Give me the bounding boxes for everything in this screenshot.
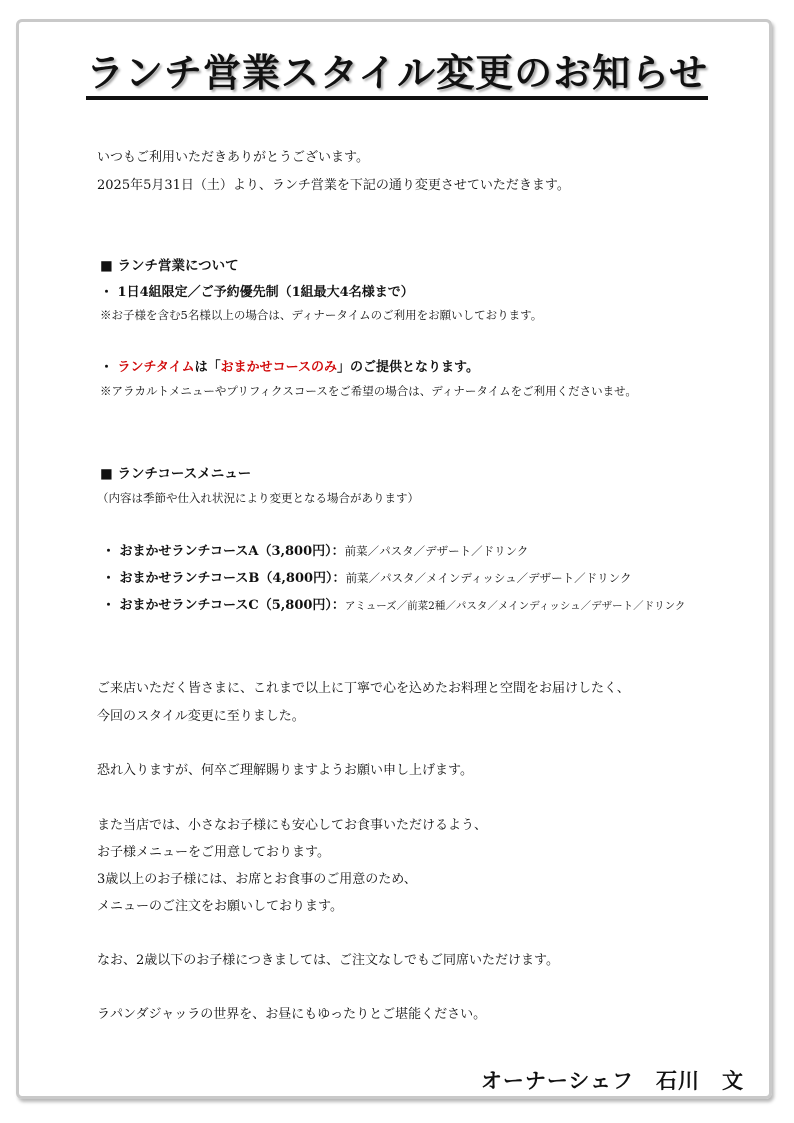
note-large-groups: ※お子様を含む5名様以上の場合は、ディナータイムのご利用をお願いしております。 <box>100 308 543 322</box>
body-paragraph-5: ラパンダジャッラの世界を、お昼にもゆったりとご堪能ください。 <box>97 1007 487 1022</box>
body-paragraph-3-line-2: お子様メニューをご用意しております。 <box>97 845 330 860</box>
course-a-items: 前菜／パスタ／デザート／ドリンク <box>344 544 529 558</box>
bullet-omakase-only: ・ ランチタイムは「おまかせコースのみ」のご提供となります。 <box>100 360 479 375</box>
body-paragraph-3-line-1: また当店では、小さなお子様にも安心してお食事いただけるよう、 <box>97 818 488 833</box>
course-c-items: アミューズ／前菜2種／パスタ／メインディッシュ／デザート／ドリンク <box>344 600 686 612</box>
course-item-b <box>102 567 631 586</box>
course-b-name: ・ おまかせランチコースB（4,800円）： <box>102 571 346 586</box>
course-c-name: ・ おまかせランチコースC（5,800円）： <box>102 598 345 613</box>
intro-line-2: 2025年5月31日（土）より、ランチ営業を下記の通り変更させていただきます。 <box>97 178 570 193</box>
course-b-items: 前菜／パスタ／メインディッシュ／デザート／ドリンク <box>345 571 632 585</box>
omakase-emphasis: おまかせコースのみ <box>220 360 337 375</box>
body-paragraph-1-line-1: ご来店いただく皆さまに、これまで以上に丁寧で心を込めたお料理と空間をお届けしたく、 <box>97 681 630 696</box>
courses-subnote: （内容は季節や仕入れ状況により変更となる場合があります） <box>97 491 419 505</box>
section-heading-courses: ■ ランチコースメニュー <box>100 466 252 482</box>
body-paragraph-2: 恐れ入りますが、何卒ご理解賜りますようお願い申し上げます。 <box>97 763 473 778</box>
note-alacarte: ※アラカルトメニューやプリフィクスコースをご希望の場合は、ディナータイムをご利用くださいませ。 <box>100 384 637 398</box>
course-item-c <box>102 594 685 613</box>
page-title: ランチ営業スタイル変更のお知らせ <box>0 42 794 97</box>
lunch-time-emphasis: ランチタイム <box>117 360 195 375</box>
intro-line-1: いつもご利用いただきありがとうございます。 <box>97 150 369 165</box>
body-paragraph-3-line-3: 3歳以上のお子様には、お席とお食事のご用意のため、 <box>97 872 417 887</box>
body-paragraph-3-line-4: メニューのご注文をお願いしております。 <box>97 899 343 914</box>
body-paragraph-4: なお、2歳以下のお子様につきましては、ご注文なしでもご同席いただけます。 <box>97 953 559 968</box>
course-a-name: ・ おまかせランチコースA（3,800円）： <box>102 544 345 559</box>
bullet-reservation: ・ 1日4組限定／ご予約優先制（1組最大4名様まで） <box>100 285 414 300</box>
section-heading-lunch: ■ ランチ営業について <box>100 258 239 274</box>
owner-signature: オーナーシェフ 石川 文 <box>480 1068 744 1093</box>
course-item-a <box>102 540 528 559</box>
body-paragraph-1-line-2: 今回のスタイル変更に至りました。 <box>97 709 305 724</box>
